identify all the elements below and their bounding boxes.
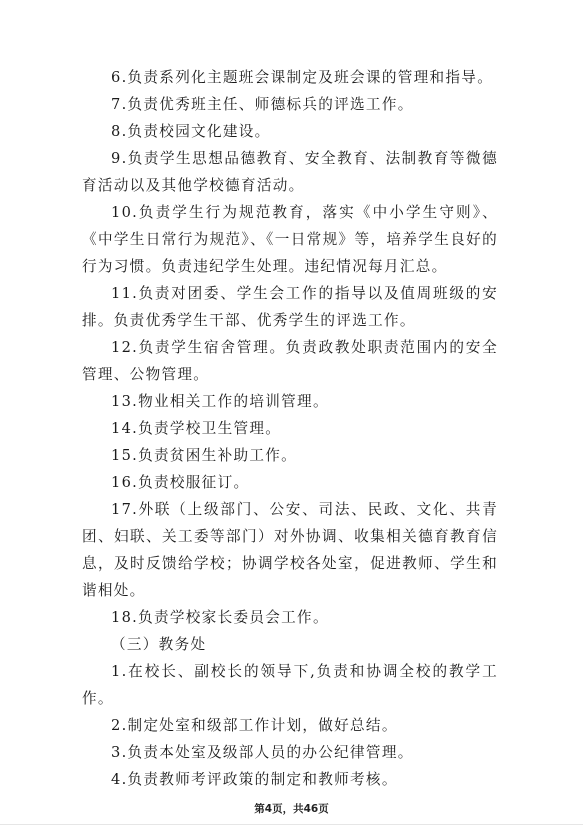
paragraph-item-4: 4.负责教师考评政策的制定和教师考核。 bbox=[111, 771, 398, 788]
page-number-footer: 第4页，共46页 bbox=[254, 803, 329, 815]
paragraph-item-8: 8.负责校园文化建设。 bbox=[111, 123, 271, 140]
paragraph-item-17: 17.外联（上级部门、公安、司法、民政、文化、共青团、妇联、关工委等部门）对外协调、收集相关德育教育信息，及时反馈给学校；协调学校各处室，促进教师、学生和谐相处。 bbox=[82, 501, 498, 599]
paragraph-item-2: 2.制定处室和级部工作计划，做好总结。 bbox=[111, 717, 398, 734]
paragraph-item-6: 6.负责系列化主题班会课制定及班会课的管理和指导。 bbox=[111, 69, 494, 86]
paragraph-item-18: 18.负责学校家长委员会工作。 bbox=[111, 609, 329, 626]
page-divider bbox=[0, 824, 583, 825]
paragraph-item-15: 15.负责贫困生补助工作。 bbox=[111, 447, 298, 464]
paragraph-item-12: 12.负责学生宿舍管理。负责政教处职责范围内的安全管理、公物管理。 bbox=[82, 339, 498, 383]
paragraph-item-7: 7.负责优秀班主任、师德标兵的评选工作。 bbox=[111, 96, 414, 113]
paragraph-item-16: 16.负责校服征订。 bbox=[111, 474, 250, 491]
paragraph-item-10: 10.负责学生行为规范教育，落实《中小学生守则》、《中学生日常行为规范》、《一日常规》等，培养学生良好的行为习惯。负责违纪学生处理。违纪情况每月汇总。 bbox=[82, 204, 498, 275]
paragraph-item-9: 9.负责学生思想品德教育、安全教育、法制教育等微德育活动以及其他学校德育活动。 bbox=[82, 150, 498, 194]
document-body bbox=[82, 64, 498, 793]
paragraph-item-3: 3.负责本处室及级部人员的办公纪律管理。 bbox=[111, 744, 414, 761]
paragraph-item-11: 11.负责对团委、学生会工作的指导以及值周班级的安排。负责优秀学生干部、优秀学生的评选工作。 bbox=[82, 285, 498, 329]
section-heading-academic-affairs: （三）教务处 bbox=[111, 636, 207, 653]
paragraph-item-13: 13.物业相关工作的培训管理。 bbox=[111, 393, 329, 410]
paragraph-item-14: 14.负责学校卫生管理。 bbox=[111, 420, 282, 437]
paragraph-item-1: 1.在校长、副校长的领导下,负责和协调全校的教学工作。 bbox=[82, 663, 498, 707]
